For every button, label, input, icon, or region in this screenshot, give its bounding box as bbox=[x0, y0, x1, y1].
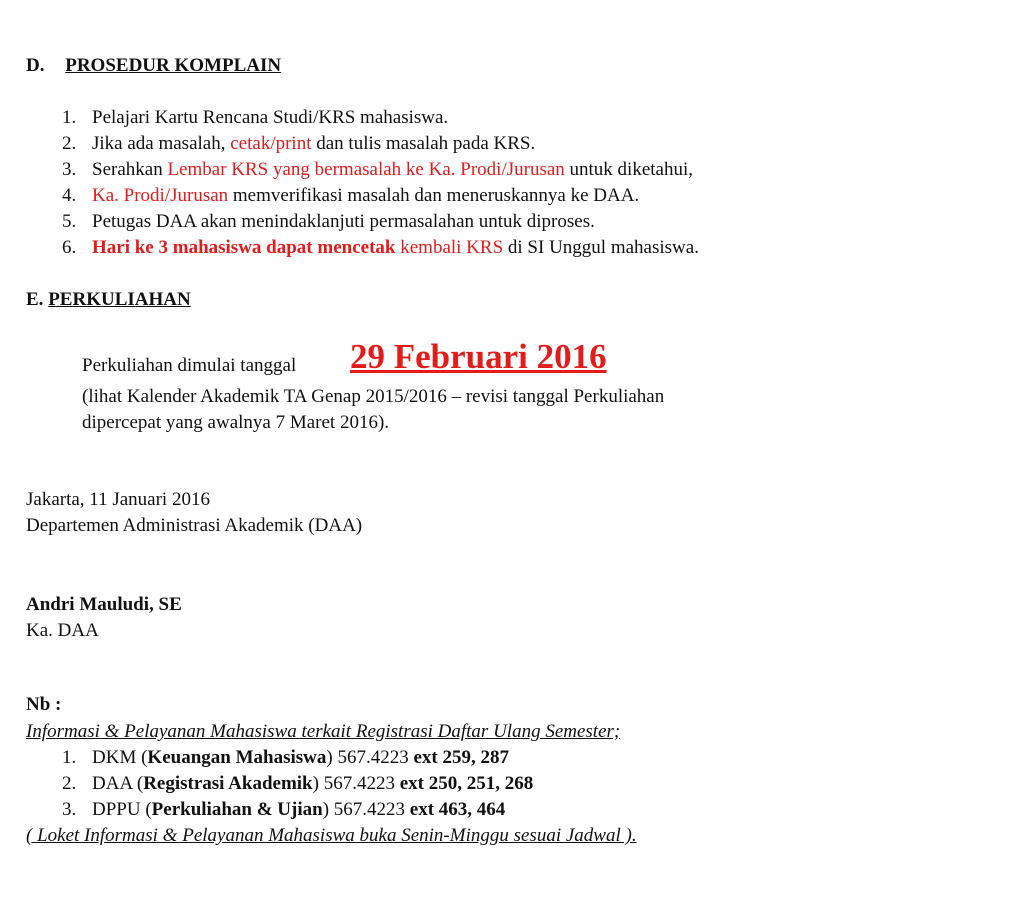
list-item: 3. Serahkan Lembar KRS yang bermasalah ke Ka. Prodi/Jurusan untuk diketahui, bbox=[62, 159, 694, 180]
signature-block bbox=[26, 592, 182, 644]
list-item: 1. Pelajari Kartu Rencana Studi/KRS mahasiswa. bbox=[62, 107, 449, 128]
section-d-letter: D. bbox=[26, 55, 45, 76]
nb-footer: ( Loket Informasi & Pelayanan Mahasiswa buka Senin-Minggu sesuai Jadwal ). bbox=[26, 825, 637, 846]
list-item: 3. DPPU (Perkuliahan & Ujian) 567.4223 ext 463, 464 bbox=[62, 799, 506, 820]
calendar-note bbox=[82, 384, 664, 436]
closing-block bbox=[26, 487, 362, 539]
section-e-heading bbox=[26, 287, 191, 313]
section-d-title: PROSEDUR KOMPLAIN bbox=[65, 55, 282, 76]
place-date: Jakarta, 11 Januari 2016 bbox=[26, 489, 210, 510]
signer-name: Andri Mauludi, SE bbox=[26, 594, 182, 615]
lecture-start-date: 29 Februari 2016 bbox=[350, 337, 607, 376]
section-e-letter: E. bbox=[26, 289, 44, 310]
signer-title: Ka. DAA bbox=[26, 620, 99, 641]
section-e-title: PERKULIAHAN bbox=[48, 289, 191, 310]
list-item: 5. Petugas DAA akan menindaklanjuti permasalahan untuk diproses. bbox=[62, 211, 595, 232]
calendar-note-line2: dipercepat yang awalnya 7 Maret 2016). bbox=[82, 412, 390, 433]
list-item: 2. Jika ada masalah, cetak/print dan tulis masalah pada KRS. bbox=[62, 133, 536, 154]
contact-list bbox=[62, 745, 533, 823]
nb-heading: Informasi & Pelayanan Mahasiswa terkait Registrasi Daftar Ulang Semester; bbox=[26, 721, 621, 742]
list-item: 4. Ka. Prodi/Jurusan memverifikasi masalah dan meneruskannya ke DAA. bbox=[62, 185, 640, 206]
section-d-heading bbox=[26, 53, 281, 79]
list-item: 6. Hari ke 3 mahasiswa dapat mencetak kembali KRS di SI Unggul mahasiswa. bbox=[62, 237, 699, 258]
lecture-start-intro: Perkuliahan dimulai tanggal bbox=[82, 355, 297, 376]
complaint-procedure-list bbox=[62, 105, 699, 261]
lecture-start-line bbox=[82, 353, 296, 379]
list-item: 2. DAA (Registrasi Akademik) 567.4223 ext 250, 251, 268 bbox=[62, 773, 534, 794]
nb-label: Nb : bbox=[26, 694, 62, 715]
calendar-note-line1: (lihat Kalender Akademik TA Genap 2015/2016 – revisi tanggal Perkuliahan bbox=[82, 386, 665, 407]
list-item: 1. DKM (Keuangan Mahasiswa) 567.4223 ext 259, 287 bbox=[62, 747, 509, 768]
department-name: Departemen Administrasi Akademik (DAA) bbox=[26, 515, 363, 536]
